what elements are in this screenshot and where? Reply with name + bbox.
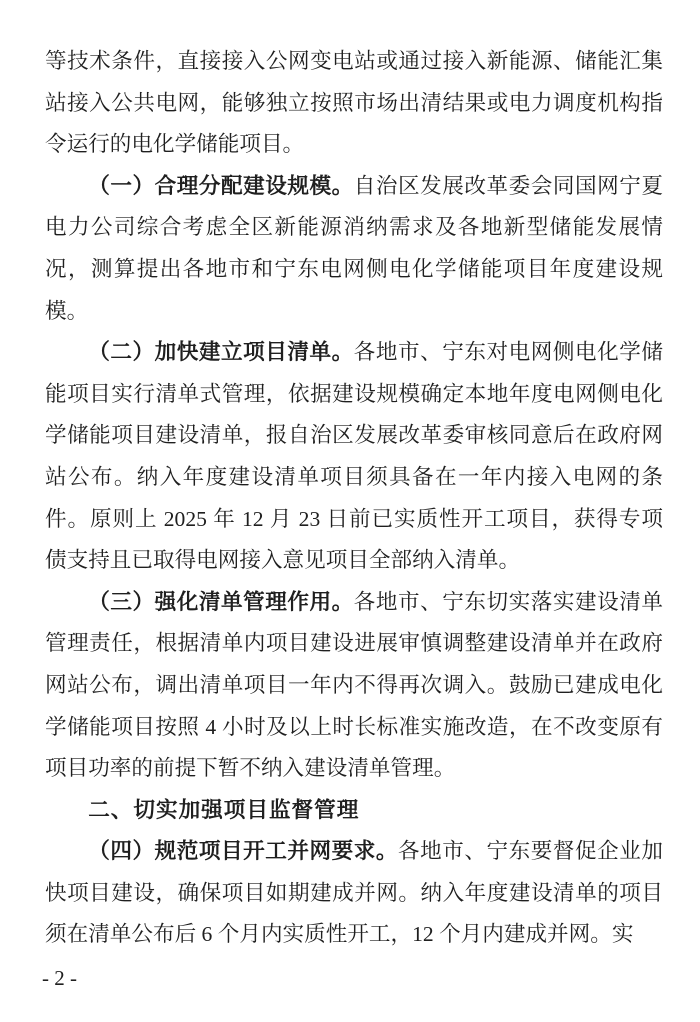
text-line [45,332,663,374]
text-segment: 令运行的电化学储能项目。 [45,132,305,157]
text-segment: 债支持且已取得电网接入意见项目全部纳入清单。 [45,548,521,573]
text-line [45,207,663,249]
text-segment: 各地市、宁东切实落实建设清单 [353,589,663,614]
text-line [45,291,663,333]
bold-text-segment: （四）规范项目开工并网要求。 [88,839,398,864]
text-line [45,415,663,457]
text-line [45,124,663,166]
text-segment: 学储能项目建设清单，报自治区发展改革委审核同意后在政府网 [45,423,663,448]
text-line [45,41,663,83]
text-line [45,83,663,125]
text-segment: 各地市、宁东要督促企业加 [397,839,663,864]
text-line [45,166,663,208]
text-segment: 站接入公共电网，能够独立按照市场出清结果或电力调度机构指 [45,90,663,115]
section-heading: 二、切实加强项目监督管理 [88,797,360,823]
text-segment: 快项目建设，确保项目如期建成并网。纳入年度建设清单的项目 [45,880,663,905]
text-line [45,914,663,956]
bold-text-segment: （三）强化清单管理作用。 [88,589,354,614]
text-line [45,873,663,915]
text-line [45,623,663,665]
text-line [45,540,663,582]
text-line [45,499,663,541]
text-line [45,374,663,416]
text-line [45,582,663,624]
text-segment: 学储能项目按照 4 小时及以上时长标准实施改造，在不改变原有 [45,714,663,739]
text-line [45,707,663,749]
bold-text-segment: （二）加快建立项目清单。 [88,340,354,365]
text-line [45,831,663,873]
text-segment: 网站公布，调出清单项目一年内不得再次调入。鼓励已建成电化 [45,672,663,697]
text-segment: 须在清单公布后 6 个月内实质性开工，12 个月内建成并网。实 [45,922,634,947]
text-line [45,249,663,291]
text-segment: 等技术条件，直接接入公网变电站或通过接入新能源、储能汇集 [45,49,663,73]
text-segment: 自治区发展改革委会同国网宁夏 [353,173,663,198]
page-number: - 2 - [42,966,77,991]
text-line [45,748,663,790]
text-segment: 模。 [45,298,89,323]
text-line [45,457,663,499]
text-line [45,665,663,707]
text-segment: 项目功率的前提下暂不纳入建设清单管理。 [45,756,456,781]
text-segment: 电力公司综合考虑全区新能源消纳需求及各地新型储能发展情 [45,215,663,240]
text-segment: 管理责任，根据清单内项目建设进展审慎调整建设清单并在政府 [45,631,663,656]
text-line [45,790,663,832]
bold-text-segment: （一）合理分配建设规模。 [88,173,354,198]
text-segment: 件。原则上 2025 年 12 月 23 日前已实质性开工项目，获得专项 [45,506,663,531]
text-segment: 能项目实行清单式管理，依据建设规模确定本地年度电网侧电化 [45,381,663,406]
text-segment: 站公布。纳入年度建设清单项目须具备在一年内接入电网的条 [45,464,663,489]
text-segment: 况，测算提出各地市和宁东电网侧电化学储能项目年度建设规 [45,256,663,281]
text-segment: 各地市、宁东对电网侧电化学储 [353,340,663,365]
